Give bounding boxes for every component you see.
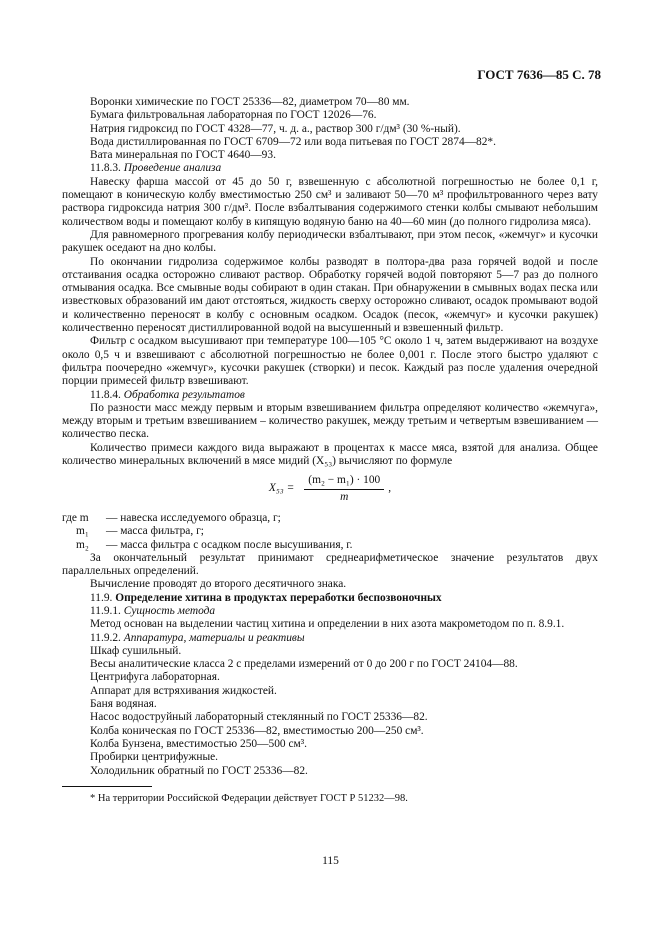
section-number: 11.9. [90, 591, 113, 604]
section-heading-11-9 [62, 592, 598, 605]
formula [62, 474, 598, 504]
section-title: Обработка результатов [123, 388, 245, 401]
section-heading-11-8-3 [62, 162, 598, 175]
equipment-line: Насос водоструйный лабораторный стеклянный по ГОСТ 25336—82. [90, 711, 428, 724]
definition-symbol: где m [62, 511, 89, 524]
equipment-line: Шкаф сушильный. [90, 644, 182, 657]
paragraph: По разности масс между первым и вторым взвешиванием фильтра определяют количество «жемчуга», между вторым и третьим взвешиванием – количество ракушек, между третьим и четвертым взвешиванием — количество песка. [62, 401, 598, 441]
section-title: Аппаратура, материалы и реактивы [123, 631, 305, 644]
paragraph: Навеску фарша массой от 45 до 50 г, взвешенную с абсолютной погрешностью не более 0,1 г, помещают в коническую колбу вместимостью 250 см³ и заливают 50—70 м³ профильтрованного через вату раствора гидроксида натрия 300 г/дм³. После взбалтывания содержимого стенки колбы смывают небольшим количеством воды и помещают колбу в кипящую водяную баню на 40—60 мин (до полного гидролиза мяса). [62, 175, 598, 228]
equipment-line: Баня водяная. [90, 698, 157, 711]
paragraph: По окончании гидролиза содержимое колбы разводят в полтора-два раза горячей водой и после отстаивания осадка осторожно сливают раствор. Обработку горячей водой повторяют 5—7 раз до полного отмывания осадка. Все смывные воды собирают в один стакан. При обнаружении в смывных водах песка или известковых образований им дают отстояться, жидкость сверху осторожно сливают, осадок промывают водой и количественно переносят в колбу с основным осадком. Осадок (песок, «жемчуг» и кусочки ракушек) количественно переносят дистиллированной водой на высушенный и взвешенный фильтр. [62, 255, 598, 335]
equipment-line: Пробирки центрифужные. [90, 751, 218, 764]
section-number: 11.8.4. [90, 388, 121, 401]
paragraph: Метод основан на выделении частиц хитина и определении в них азота макрометодом по п. 8.9.1. [90, 618, 565, 631]
formula-denominator: m [340, 490, 349, 503]
definition-text: — масса фильтра с осадком после высушивания, г. [106, 538, 353, 551]
definition-symbol: m₁ [76, 525, 89, 538]
section-title: Определение хитина в продуктах переработки беспозвоночных [115, 591, 442, 604]
definition-row [62, 539, 598, 552]
definition-symbol: m₂ [76, 538, 89, 551]
definition-text: — масса фильтра, г; [106, 525, 204, 538]
formula-tail: , [388, 482, 392, 495]
section-title: Проведение анализа [123, 162, 222, 175]
paragraph: Вычисление проводят до второго десятичного знака. [90, 578, 347, 591]
section-heading-11-8-4 [62, 389, 598, 402]
equipment-line: Холодильник обратный по ГОСТ 25336—82. [90, 764, 308, 777]
footnote: * На территории Российской Федерации действует ГОСТ Р 51232—98. [90, 792, 408, 804]
page-header: ГОСТ 7636—85 С. 78 [477, 67, 601, 82]
equipment-line: Аппарат для встряхивания жидкостей. [90, 684, 277, 697]
section-number: 11.8.3. [90, 162, 121, 175]
equipment-line: Колба Бунзена, вместимостью 250—500 см³. [90, 737, 307, 750]
section-heading-11-9-1 [62, 605, 598, 618]
equipment-line: Центрифуга лабораторная. [90, 671, 220, 684]
section-heading-11-9-2 [62, 632, 598, 645]
variable-definitions [62, 512, 598, 552]
paragraph: За окончательный результат принимают среднеарифметическое значение результатов двух параллельных определений. [62, 551, 598, 578]
reagent-line: Натрия гидроксид по ГОСТ 4328—77, ч. д. а., раствор 300 г/дм³ (30 %-ный). [90, 122, 461, 135]
definition-row [62, 512, 598, 525]
section-number: 11.9.1. [90, 604, 121, 617]
reagent-line: Вата минеральная по ГОСТ 4640—93. [90, 149, 276, 162]
definition-row [62, 525, 598, 538]
paragraph: Для равномерного прогревания колбу периодически взбалтывают, при этом песок, «жемчуг» и кусочки ракушек оседают на дно колбы. [62, 228, 598, 255]
formula-lhs: X₅₃ = [268, 482, 295, 495]
document-body [62, 96, 598, 805]
section-number: 11.9.2. [90, 631, 121, 644]
page-number: 115 [322, 855, 339, 867]
definition-text: — навеска исследуемого образца, г; [106, 511, 281, 524]
section-title: Сущность метода [123, 604, 216, 617]
formula-fraction [304, 474, 384, 504]
reagent-line: Воронки химические по ГОСТ 25336—82, диаметром 70—80 мм. [90, 96, 410, 108]
paragraph: Фильтр с осадком высушивают при температуре 100—105 °С около 1 ч, затем выдерживают на воздухе около 0,5 ч и взвешивают с абсолютной погрешностью не более 0,001 г. После этого быстро удаляют с фильтра поочередно «жемчуг», кусочки ракушек (створки) и песок. Каждый раз после удаления очередной порции примесей фильтр взвешивают. [62, 335, 598, 388]
equipment-line: Весы аналитические класса 2 с пределами измерений от 0 до 200 г по ГОСТ 24104—88. [90, 658, 518, 671]
formula-numerator: (m₂ − m₁) · 100 [304, 474, 384, 489]
reagent-line: Бумага фильтровальная лабораторная по ГОСТ 12026—76. [90, 109, 377, 122]
paragraph: Количество примеси каждого вида выражают в процентах к массе мяса, взятой для анализа. Общее количество минеральных включений в мясе мидий (X₅₃) вычисляют по формуле [62, 441, 598, 468]
footnote-divider [62, 786, 152, 787]
equipment-line: Колба коническая по ГОСТ 25336—82, вместимостью 200—250 см³. [90, 724, 424, 737]
reagent-line: Вода дистиллированная по ГОСТ 6709—72 или вода питьевая по ГОСТ 2874—82*. [90, 135, 496, 148]
